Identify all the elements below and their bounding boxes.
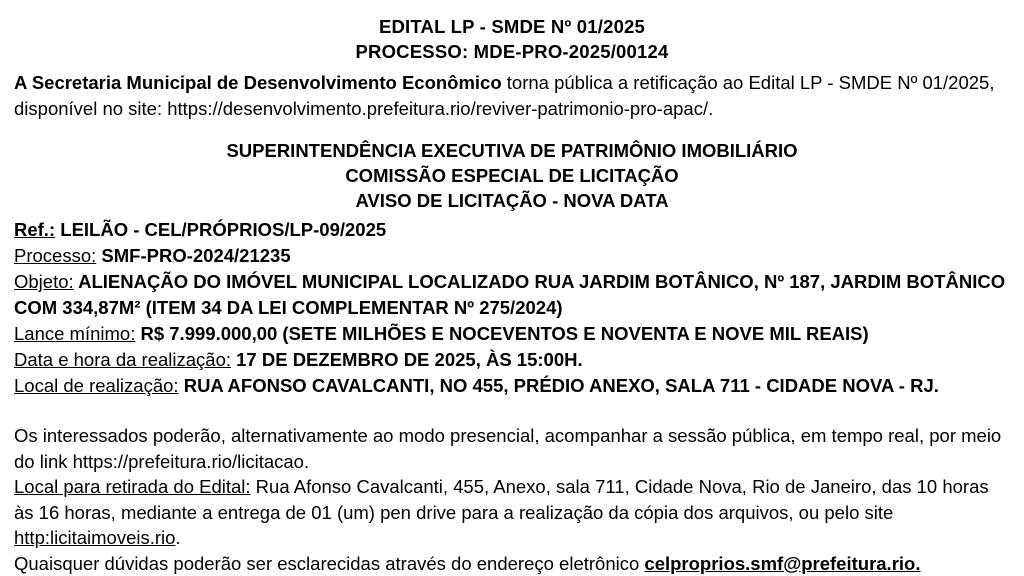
field-local-realizacao-value: RUA AFONSO CAVALCANTI, NO 455, PRÉDIO ANEXO, SALA 711 - CIDADE NOVA - RJ. bbox=[179, 375, 939, 396]
field-data-hora-value: 17 DE DEZEMBRO DE 2025, ÀS 15:00H. bbox=[231, 349, 583, 370]
duvidas-end: . bbox=[915, 553, 920, 574]
contact-email[interactable]: celproprios.smf@prefeitura.rio bbox=[644, 553, 915, 574]
edital-process-line: PROCESSO: MDE-PRO-2025/00124 bbox=[14, 39, 1010, 64]
section-title-aviso: AVISO DE LICITAÇÃO - NOVA DATA bbox=[14, 188, 1010, 213]
field-lance-minimo-label: Lance mínimo: bbox=[14, 323, 135, 344]
retirada-edital-end: . bbox=[175, 527, 180, 548]
field-ref-label: Ref.: bbox=[14, 219, 55, 240]
section-title-comissao: COMISSÃO ESPECIAL DE LICITAÇÃO bbox=[14, 163, 1010, 188]
field-lance-minimo-value: R$ 7.999.000,00 (SETE MILHÕES E NOCEVENTOS E NOVENTA E NOVE MIL REAIS) bbox=[135, 323, 868, 344]
body-paragraph-3 bbox=[14, 551, 1010, 576]
field-data-hora bbox=[14, 347, 1010, 373]
field-local-realizacao-label: Local de realização: bbox=[14, 375, 179, 396]
body-paragraph-2 bbox=[14, 474, 1010, 551]
field-objeto-value: ALIENAÇÃO DO IMÓVEL MUNICIPAL LOCALIZADO RUA JARDIM BOTÂNICO, Nº 187, JARDIM BOTÂNICO COM 334,87M² (ITEM 34 DA LEI COMPLEMENTAR Nº 275/2024) bbox=[14, 271, 1005, 318]
retirada-edital-label: Local para retirada do Edital: bbox=[14, 476, 251, 497]
field-objeto bbox=[14, 269, 1010, 321]
duvidas-text: Quaisquer dúvidas poderão ser esclarecidas através do endereço eletrônico bbox=[14, 553, 644, 574]
retirada-edital-text: Rua Afonso Cavalcanti, 455, Anexo, sala 711, Cidade Nova, Rio de Janeiro, das 10 horas às 16 horas, mediante a entrega de 01 (um) pen drive para a realização da cópia dos arquivos, ou pelo site bbox=[14, 476, 989, 523]
field-data-hora-label: Data e hora da realização: bbox=[14, 349, 231, 370]
intro-rest: torna pública a retificação ao Edital LP - SMDE Nº 01/2025, disponível no site: https://desenvolvimento.prefeitura.rio/reviver-patrimonio-pro-apac/. bbox=[14, 72, 994, 119]
licitaimoveis-link[interactable]: http:licitaimoveis.rio bbox=[14, 527, 175, 548]
field-ref-value: LEILÃO - CEL/PRÓPRIOS/LP-09/2025 bbox=[55, 219, 386, 240]
field-processo-label: Processo: bbox=[14, 245, 96, 266]
field-processo-value: SMF-PRO-2024/21235 bbox=[96, 245, 290, 266]
body-paragraph-1: Os interessados poderão, alternativamente ao modo presencial, acompanhar a sessão pública, em tempo real, por meio do link https://prefeitura.rio/licitacao. bbox=[14, 423, 1010, 474]
field-lance-minimo bbox=[14, 321, 1010, 347]
field-ref bbox=[14, 217, 1010, 243]
field-processo bbox=[14, 243, 1010, 269]
edital-title-line-1: EDITAL LP - SMDE Nº 01/2025 bbox=[14, 14, 1010, 39]
field-local-realizacao bbox=[14, 373, 1010, 399]
section-title-superintendencia: SUPERINTENDÊNCIA EXECUTIVA DE PATRIMÔNIO IMOBILIÁRIO bbox=[14, 138, 1010, 163]
intro-bold-lead: A Secretaria Municipal de Desenvolvimento Econômico bbox=[14, 72, 502, 93]
field-objeto-label: Objeto: bbox=[14, 271, 74, 292]
intro-paragraph bbox=[14, 70, 1010, 121]
